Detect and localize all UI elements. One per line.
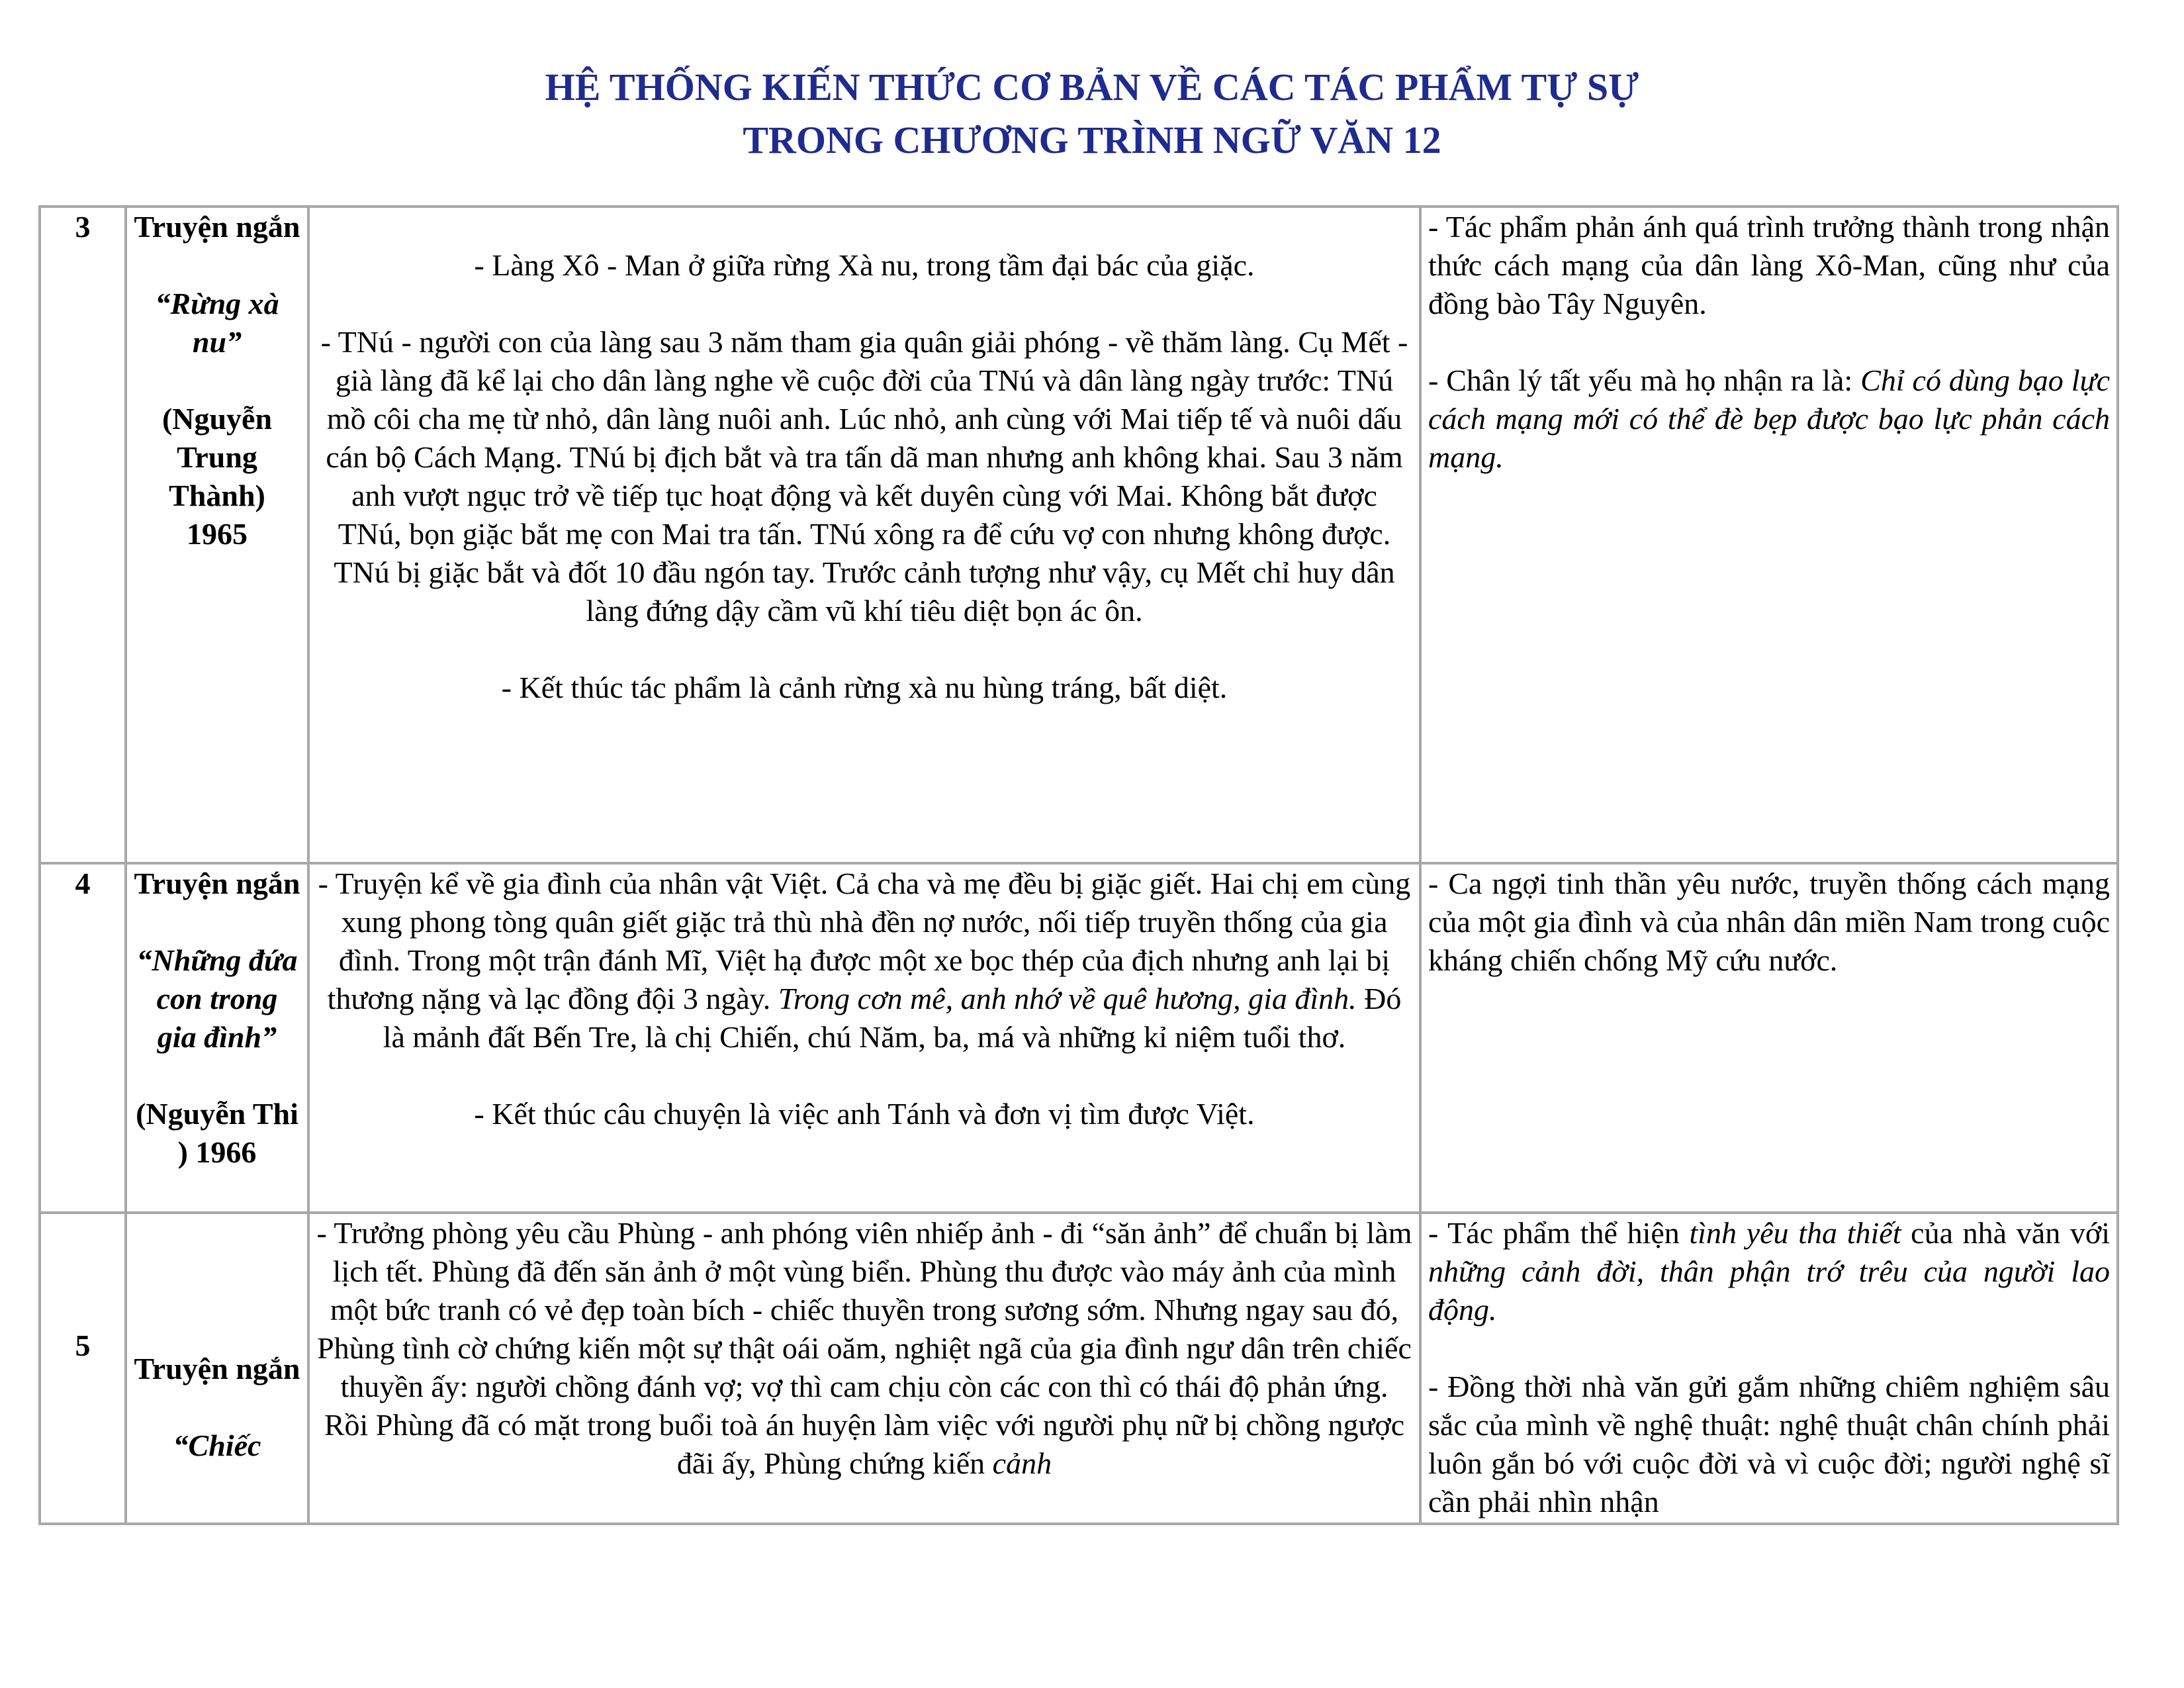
content-paragraph: - TNú - người con của làng sau 3 năm tham gia quân giải phóng - về thăm làng. Cụ Mết - già làng đã kể lại cho dân làng nghe về cuộc đời của TNú và dân làng ngày trước: TNú mồ côi cha mẹ từ nhỏ, dân làng nuôi anh. Lúc nhỏ, anh cùng với Mai tiếp tế và nuôi dấu cán bộ Cách Mạng. TNú bị địch bắt và tra tấn dã man nhưng anh không khai. Sau 3 năm anh vượt ngục trở về tiếp tục hoạt động và kết duyên cùng với Mai. Không bắt được TNú, bọn giặc bắt mẹ con Mai tra tấn. TNú xông ra để cứu vợ con nhưng không được. TNú bị giặc bắt và đốt 10 đầu ngón tay. Trước cảnh tượng như vậy, cụ Mết chỉ huy dân làng đứng dậy cầm vũ khí tiêu diệt bọn ác ôn.	[320, 325, 1408, 628]
theme-text: - Tác phẩm thể hiện	[1428, 1216, 1690, 1250]
theme-emphasis: những cảnh đời, thân phận trớ trêu của người lao động.	[1428, 1254, 2110, 1327]
content-cell	[308, 1213, 1420, 1524]
theme-text: của nhà văn với	[1901, 1216, 2110, 1250]
theme-emphasis: tình yêu tha thiết	[1689, 1216, 1901, 1250]
work-title: “Rừng xà nu”	[155, 287, 279, 359]
content-emphasis: cảnh	[992, 1446, 1052, 1480]
work-cell	[126, 207, 308, 863]
content-paragraph: - Làng Xô - Man ở giữa rừng Xà nu, trong tầm đại bác của giặc.	[474, 248, 1255, 282]
content-text: - Truyện kể về gia đình của nhân vật Việt. Cả cha và mẹ đều bị giặc giết. Hai chị em cùng xung phong tòng quân giết giặc trả thù nhà đền nợ nước, nối tiếp truyền thống của gia đình. Trong một trận đánh Mĩ, Việt hạ được một xe bọc thép của địch nhưng anh lại bị thương nặng và lạc đồng đội 3 ngày.	[318, 867, 1411, 1015]
content-cell	[308, 207, 1420, 863]
theme-paragraph	[1428, 361, 2110, 477]
content-text: - Trưởng phòng yêu cầu Phùng - anh phóng viên nhiếp ảnh - đi “săn ảnh” để chuẩn bị làm lịch tết. Phùng đã đến săn ảnh ở một vùng biển. Phùng thu được vào máy ảnh của mình một bức tranh có vẻ đẹp toàn bích - chiếc thuyền trong sương sớm. Nhưng ngay sau đó, Phùng tình cờ chứng kiến một sự thật oái oăm, nghiệt ngã của gia đình ngư dân trên chiếc thuyền ấy: người chồng đánh vợ; vợ thì cam chịu còn các con thì có thái độ phản ứng. Rồi Phùng đã có mặt trong buổi toà án huyện làm việc với người phụ nữ bị chồng ngược đãi ấy, Phùng chứng kiến	[316, 1216, 1412, 1480]
page-title: HỆ THỐNG KIẾN THỨC CƠ BẢN VỀ CÁC TÁC PHẨM TỰ SỰ	[545, 66, 1639, 109]
work-author: (Nguyễn Thi ) 1966	[136, 1097, 298, 1169]
page-subtitle: TRONG CHƯƠNG TRÌNH NGỮ VĂN 12	[743, 118, 1441, 162]
work-author: (Nguyễn Trung Thành)	[161, 402, 273, 512]
table-row	[40, 863, 2118, 1213]
content-paragraph: - Kết thúc tác phẩm là cảnh rừng xà nu hùng tráng, bất diệt.	[501, 671, 1228, 704]
row-number: 3	[40, 207, 126, 863]
table-row	[40, 207, 2118, 863]
theme-paragraph: - Tác phẩm phản ánh quá trình trưởng thành trong nhận thức cách mạng của dân làng Xô-Man, cũng như của đồng bào Tây Nguyên.	[1428, 210, 2110, 320]
work-title: “Những đứa con trong gia đình”	[136, 943, 298, 1054]
theme-paragraph: - Đồng thời nhà văn gửi gắm những chiêm nghiệm sâu sắc của mình về nghệ thuật: nghệ thuật chân chính phải luôn gắn bó với cuộc đời và vì cuộc đời; người nghệ sĩ cần phải nhìn nhận	[1428, 1370, 2110, 1519]
theme-paragraph	[1428, 1214, 2110, 1329]
work-genre: Truyện ngắn	[134, 867, 300, 900]
work-genre: Truyện ngắn	[134, 210, 300, 244]
works-table	[38, 205, 2119, 1525]
work-cell	[126, 863, 308, 1213]
content-emphasis: Trong cơn mê, anh nhớ về quê hương, gia đình.	[778, 982, 1357, 1015]
row-number: 4	[40, 863, 126, 1213]
content-text: Đó là mảnh đất Bến Tre, là chị Chiến, chú Năm, ba, má và những kỉ niệm tuổi thơ.	[383, 982, 1402, 1054]
theme-paragraph: - Ca ngợi tinh thần yêu nước, truyền thống cách mạng của một gia đình và của nhân dân miền Nam trong cuộc kháng chiến chống Mỹ cứu nước.	[1428, 867, 2110, 977]
theme-emphasis: Chỉ có dùng bạo lực cách mạng mới có thể đè bẹp được bạo lực phản cách mạng.	[1428, 363, 2110, 474]
work-year: 1965	[187, 517, 248, 551]
theme-cell	[1420, 207, 2118, 863]
content-paragraph: - Kết thúc câu chuyện là việc anh Tánh và đơn vị tìm được Việt.	[474, 1097, 1255, 1131]
theme-cell	[1420, 863, 2118, 1213]
work-title: “Chiếc	[173, 1429, 261, 1462]
content-cell	[308, 863, 1420, 1213]
content-paragraph	[316, 865, 1412, 1056]
theme-cell	[1420, 1213, 2118, 1524]
table-row	[40, 1213, 2118, 1524]
work-cell	[126, 1213, 308, 1524]
row-number: 5	[40, 1213, 126, 1524]
work-genre: Truyện ngắn	[134, 1352, 300, 1385]
theme-text: - Chân lý tất yếu mà họ nhận ra là:	[1428, 363, 1861, 397]
content-paragraph	[316, 1214, 1412, 1483]
